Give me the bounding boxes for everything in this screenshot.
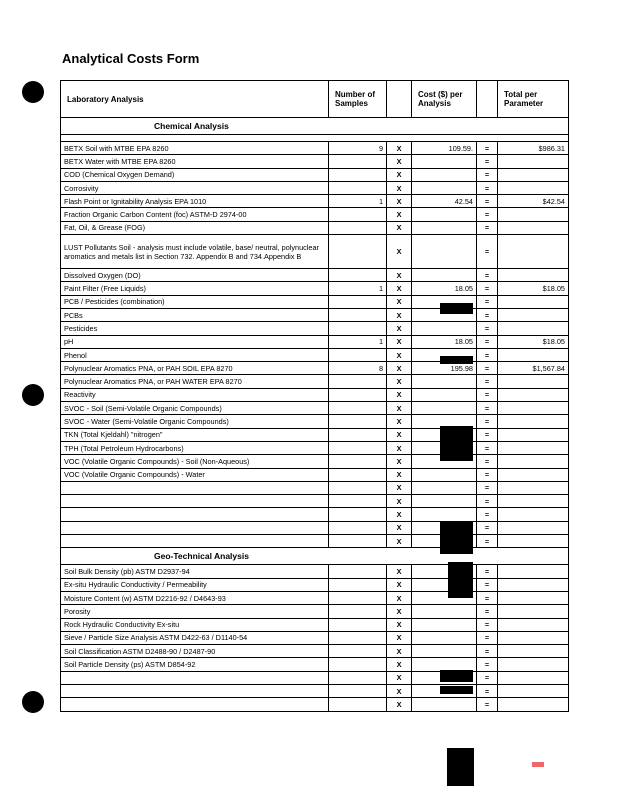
redaction-block [448,562,473,598]
header-analysis: Laboratory Analysis [61,81,329,118]
times-sign: X [387,631,412,644]
analysis-label: Fraction Organic Carbon Content (foc) ASTM-D 2974-00 [61,208,329,221]
redaction-block [440,426,473,461]
times-sign: X [387,195,412,208]
punch-hole-icon [22,384,44,406]
times-sign: X [387,142,412,155]
redaction-block [440,522,473,554]
equals-sign: = [477,142,498,155]
total-field[interactable] [498,671,569,684]
table-row [61,565,569,578]
punch-hole-icon [22,691,44,713]
analysis-label [61,671,329,684]
table-row [61,308,569,321]
times-sign: X [387,375,412,388]
times-sign: X [387,181,412,194]
times-sign: X [387,618,412,631]
equals-sign: = [477,671,498,684]
table-row [61,631,569,644]
table-row [61,508,569,521]
samples-field[interactable] [329,565,387,578]
samples-field[interactable] [329,441,387,454]
equals-sign: = [477,322,498,335]
total-field[interactable] [498,375,569,388]
analysis-label [61,481,329,494]
analysis-label: Flash Point or Ignitability Analysis EPA 1010 [61,195,329,208]
samples-field[interactable] [329,388,387,401]
cost-field[interactable] [412,155,477,168]
total-field[interactable] [498,645,569,658]
times-sign: X [387,441,412,454]
samples-field[interactable] [329,605,387,618]
total-field[interactable] [498,591,569,604]
times-sign: X [387,335,412,348]
times-sign: X [387,455,412,468]
samples-field[interactable] [329,658,387,671]
times-sign: X [387,468,412,481]
spacer-row [61,135,569,142]
samples-field[interactable] [329,618,387,631]
total-field[interactable] [498,168,569,181]
times-sign: X [387,521,412,534]
cost-field[interactable] [412,402,477,415]
times-sign: X [387,645,412,658]
cost-field[interactable] [412,605,477,618]
samples-field[interactable] [329,535,387,548]
analysis-label: SVOC - Soil (Semi-Volatile Organic Compounds) [61,402,329,415]
table-row [61,348,569,361]
times-sign: X [387,155,412,168]
equals-sign: = [477,375,498,388]
samples-field[interactable] [329,684,387,697]
equals-sign: = [477,578,498,591]
section-heading-cell [61,118,569,135]
analysis-label: TPH (Total Petroleum Hydrocarbons) [61,441,329,454]
table-row [61,235,569,269]
equals-sign: = [477,402,498,415]
times-sign: X [387,221,412,234]
samples-field[interactable] [329,415,387,428]
samples-field[interactable] [329,348,387,361]
redaction-block [440,356,473,364]
times-sign: X [387,415,412,428]
table-row [61,181,569,194]
equals-sign: = [477,591,498,604]
times-sign: X [387,362,412,375]
table-row [61,645,569,658]
table-row [61,578,569,591]
table-row [61,521,569,534]
times-sign: X [387,168,412,181]
section-heading: Chemical Analysis [154,120,229,131]
total-field[interactable] [498,698,569,711]
times-sign: X [387,495,412,508]
times-sign: X [387,269,412,282]
samples-field[interactable] [329,428,387,441]
samples-field[interactable] [329,631,387,644]
analysis-label: Rock Hydraulic Conductivity Ex-situ [61,618,329,631]
table-row [61,362,569,375]
cost-field[interactable] [412,495,477,508]
samples-field[interactable] [329,645,387,658]
equals-sign: = [477,335,498,348]
times-sign: X [387,388,412,401]
analysis-label: LUST Pollutants Soil - analysis must include volatile, base/ neutral, polynuclear aromatics and metals list in Section 732. Appendix B and 734.Appendix B [61,235,329,269]
redaction-block [440,670,473,682]
analysis-label: Phenol [61,348,329,361]
equals-sign: = [477,168,498,181]
redaction-block [440,686,473,694]
section-heading-row [61,548,569,565]
total-field[interactable] [498,468,569,481]
analysis-label: Corrosivity [61,181,329,194]
cost-field[interactable] [412,468,477,481]
analysis-label [61,521,329,534]
section-heading-cell [61,548,569,565]
cost-field[interactable] [412,322,477,335]
equals-sign: = [477,235,498,269]
equals-sign: = [477,308,498,321]
times-sign: X [387,508,412,521]
equals-sign: = [477,155,498,168]
cost-field[interactable] [412,269,477,282]
total-field[interactable] [498,565,569,578]
cost-field[interactable] [412,208,477,221]
total-field[interactable]: $1,567.84 [498,362,569,375]
table-row [61,468,569,481]
equals-sign: = [477,208,498,221]
samples-field[interactable] [329,671,387,684]
analysis-label: pH [61,335,329,348]
samples-field[interactable]: 1 [329,282,387,295]
samples-field[interactable] [329,495,387,508]
analysis-label: PCB / Pesticides (combination) [61,295,329,308]
table-header-row [61,81,569,118]
cost-field[interactable] [412,645,477,658]
total-field[interactable] [498,348,569,361]
table-row [61,269,569,282]
table-row [61,455,569,468]
samples-field[interactable] [329,508,387,521]
analysis-label [61,535,329,548]
cost-field[interactable] [412,221,477,234]
equals-sign: = [477,605,498,618]
equals-sign: = [477,468,498,481]
table-row [61,591,569,604]
equals-sign: = [477,362,498,375]
stamp-mark [532,762,544,767]
table-row [61,535,569,548]
table-row [61,221,569,234]
times-sign: X [387,235,412,269]
total-field[interactable] [498,235,569,269]
header-cost: Cost ($) per Analysis [412,81,477,118]
total-field[interactable] [498,155,569,168]
total-field[interactable] [498,495,569,508]
samples-field[interactable] [329,155,387,168]
equals-sign: = [477,565,498,578]
equals-sign: = [477,195,498,208]
equals-sign: = [477,684,498,697]
cost-field[interactable] [412,631,477,644]
table-row [61,671,569,684]
table-row [61,322,569,335]
cost-field[interactable]: 109.59. [412,142,477,155]
samples-field[interactable]: 9 [329,142,387,155]
total-field[interactable] [498,402,569,415]
equals-sign: = [477,645,498,658]
cost-field[interactable] [412,698,477,711]
redaction-block [440,303,473,314]
total-field[interactable] [498,508,569,521]
analysis-label [61,698,329,711]
total-field[interactable]: $18.05 [498,282,569,295]
table-row [61,295,569,308]
analysis-label [61,495,329,508]
equals-sign: = [477,295,498,308]
equals-sign: = [477,618,498,631]
samples-field[interactable] [329,221,387,234]
analysis-label: Reactivity [61,388,329,401]
analysis-label: Pesticides [61,322,329,335]
table-row [61,388,569,401]
table-row [61,155,569,168]
samples-field[interactable] [329,698,387,711]
table-row [61,282,569,295]
total-field[interactable] [498,295,569,308]
total-field[interactable] [498,481,569,494]
analysis-label: Soil Particle Density (ps) ASTM D854-92 [61,658,329,671]
equals-sign: = [477,631,498,644]
total-field[interactable] [498,631,569,644]
samples-field[interactable] [329,235,387,269]
total-field[interactable] [498,618,569,631]
table-row [61,618,569,631]
times-sign: X [387,578,412,591]
samples-field[interactable] [329,468,387,481]
total-field[interactable] [498,308,569,321]
table-row [61,441,569,454]
cost-field[interactable]: 195.98 [412,362,477,375]
total-field[interactable] [498,441,569,454]
section-heading: Geo-Technical Analysis [154,550,249,561]
times-sign: X [387,295,412,308]
samples-field[interactable] [329,181,387,194]
analysis-label: Soil Bulk Density (pb) ASTM D2937-94 [61,565,329,578]
spacer-cell [61,135,569,142]
analysis-label: TKN (Total Kjeldahl) "nitrogen" [61,428,329,441]
analysis-label: Moisture Content (w) ASTM D2216-92 / D4643-93 [61,591,329,604]
times-sign: X [387,308,412,321]
samples-field[interactable]: 8 [329,362,387,375]
table-row [61,168,569,181]
times-sign: X [387,402,412,415]
times-sign: X [387,671,412,684]
equals-sign: = [477,388,498,401]
equals-sign: = [477,455,498,468]
equals-sign: = [477,428,498,441]
table-row [61,684,569,697]
total-field[interactable] [498,578,569,591]
table-row [61,335,569,348]
cost-field[interactable] [412,168,477,181]
total-field[interactable] [498,221,569,234]
times-sign: X [387,535,412,548]
table-row [61,698,569,711]
analysis-label: Paint Filter (Free Liquids) [61,282,329,295]
samples-field[interactable] [329,455,387,468]
cost-field[interactable] [412,388,477,401]
samples-field[interactable] [329,295,387,308]
analysis-label: SVOC - Water (Semi-Volatile Organic Compounds) [61,415,329,428]
analysis-label: Polynuclear Aromatics PNA, or PAH WATER EPA 8270 [61,375,329,388]
samples-field[interactable] [329,402,387,415]
samples-field[interactable]: 1 [329,335,387,348]
cost-field[interactable] [412,618,477,631]
equals-sign: = [477,221,498,234]
equals-sign: = [477,481,498,494]
analysis-label: Sieve / Particle Size Analysis ASTM D422-63 / D1140-54 [61,631,329,644]
total-field[interactable] [498,535,569,548]
punch-hole-icon [22,81,44,103]
total-field[interactable]: $42.54 [498,195,569,208]
table-row [61,142,569,155]
total-field[interactable]: $986.31 [498,142,569,155]
equals-sign: = [477,348,498,361]
total-field[interactable] [498,415,569,428]
table-row [61,605,569,618]
total-field[interactable]: $18.05 [498,335,569,348]
equals-sign: = [477,698,498,711]
total-field[interactable] [498,208,569,221]
analysis-label: Fat, Oil, & Grease (FOG) [61,221,329,234]
times-sign: X [387,428,412,441]
samples-field[interactable] [329,591,387,604]
times-sign: X [387,591,412,604]
analysis-label: VOC (Volatile Organic Compounds) - Soil (Non-Aqueous) [61,455,329,468]
total-field[interactable] [498,428,569,441]
table-row [61,495,569,508]
total-field[interactable] [498,521,569,534]
equals-sign: = [477,495,498,508]
samples-field[interactable]: 1 [329,195,387,208]
times-sign: X [387,698,412,711]
cost-field[interactable]: 18.05 [412,282,477,295]
equals-sign: = [477,415,498,428]
table-row [61,658,569,671]
times-sign: X [387,282,412,295]
total-field[interactable] [498,269,569,282]
analysis-label: Ex-situ Hydraulic Conductivity / Permeability [61,578,329,591]
table-row [61,428,569,441]
analysis-label: Soil Classification ASTM D2488-90 / D2487-90 [61,645,329,658]
analysis-label: BETX Soil with MTBE EPA 8260 [61,142,329,155]
samples-field[interactable] [329,308,387,321]
analysis-label: COD (Chemical Oxygen Demand) [61,168,329,181]
equals-sign: = [477,508,498,521]
form-title: Analytical Costs Form [62,51,200,66]
times-sign: X [387,481,412,494]
analysis-label: Polynuclear Aromatics PNA, or PAH SOIL EPA 8270 [61,362,329,375]
samples-field[interactable] [329,322,387,335]
analysis-label: BETX Water with MTBE EPA 8260 [61,155,329,168]
times-sign: X [387,208,412,221]
times-sign: X [387,658,412,671]
table-row [61,195,569,208]
analysis-label: Porosity [61,605,329,618]
samples-field[interactable] [329,375,387,388]
redaction-block [447,748,474,786]
times-sign: X [387,348,412,361]
samples-field[interactable] [329,521,387,534]
samples-field[interactable] [329,208,387,221]
analysis-label [61,508,329,521]
equals-sign: = [477,181,498,194]
section-heading-row [61,118,569,135]
times-sign: X [387,605,412,618]
table-row [61,402,569,415]
cost-field[interactable] [412,375,477,388]
table-row [61,375,569,388]
equals-sign: = [477,269,498,282]
cost-field[interactable] [412,481,477,494]
samples-field[interactable] [329,481,387,494]
total-field[interactable] [498,388,569,401]
total-field[interactable] [498,455,569,468]
total-field[interactable] [498,322,569,335]
samples-field[interactable] [329,168,387,181]
analysis-label [61,684,329,697]
analysis-label: Dissolved Oxygen (DO) [61,269,329,282]
times-sign: X [387,684,412,697]
total-field[interactable] [498,605,569,618]
equals-sign: = [477,521,498,534]
total-field[interactable] [498,658,569,671]
equals-sign: = [477,535,498,548]
table-row [61,481,569,494]
samples-field[interactable] [329,578,387,591]
cost-field[interactable]: 18.05 [412,335,477,348]
cost-field[interactable]: 42.54 [412,195,477,208]
table-row [61,415,569,428]
analytical-costs-table [60,80,569,712]
equals-sign: = [477,441,498,454]
header-total: Total per Parameter [498,81,569,118]
cost-field[interactable] [412,181,477,194]
samples-field[interactable] [329,269,387,282]
header-samples: Number of Samples [329,81,387,118]
analysis-label: VOC (Volatile Organic Compounds) - Water [61,468,329,481]
times-sign: X [387,565,412,578]
equals-sign: = [477,658,498,671]
total-field[interactable] [498,181,569,194]
table-row [61,208,569,221]
analysis-label: PCBs [61,308,329,321]
total-field[interactable] [498,684,569,697]
cost-field[interactable] [412,508,477,521]
cost-field[interactable] [412,235,477,269]
times-sign: X [387,322,412,335]
equals-sign: = [477,282,498,295]
